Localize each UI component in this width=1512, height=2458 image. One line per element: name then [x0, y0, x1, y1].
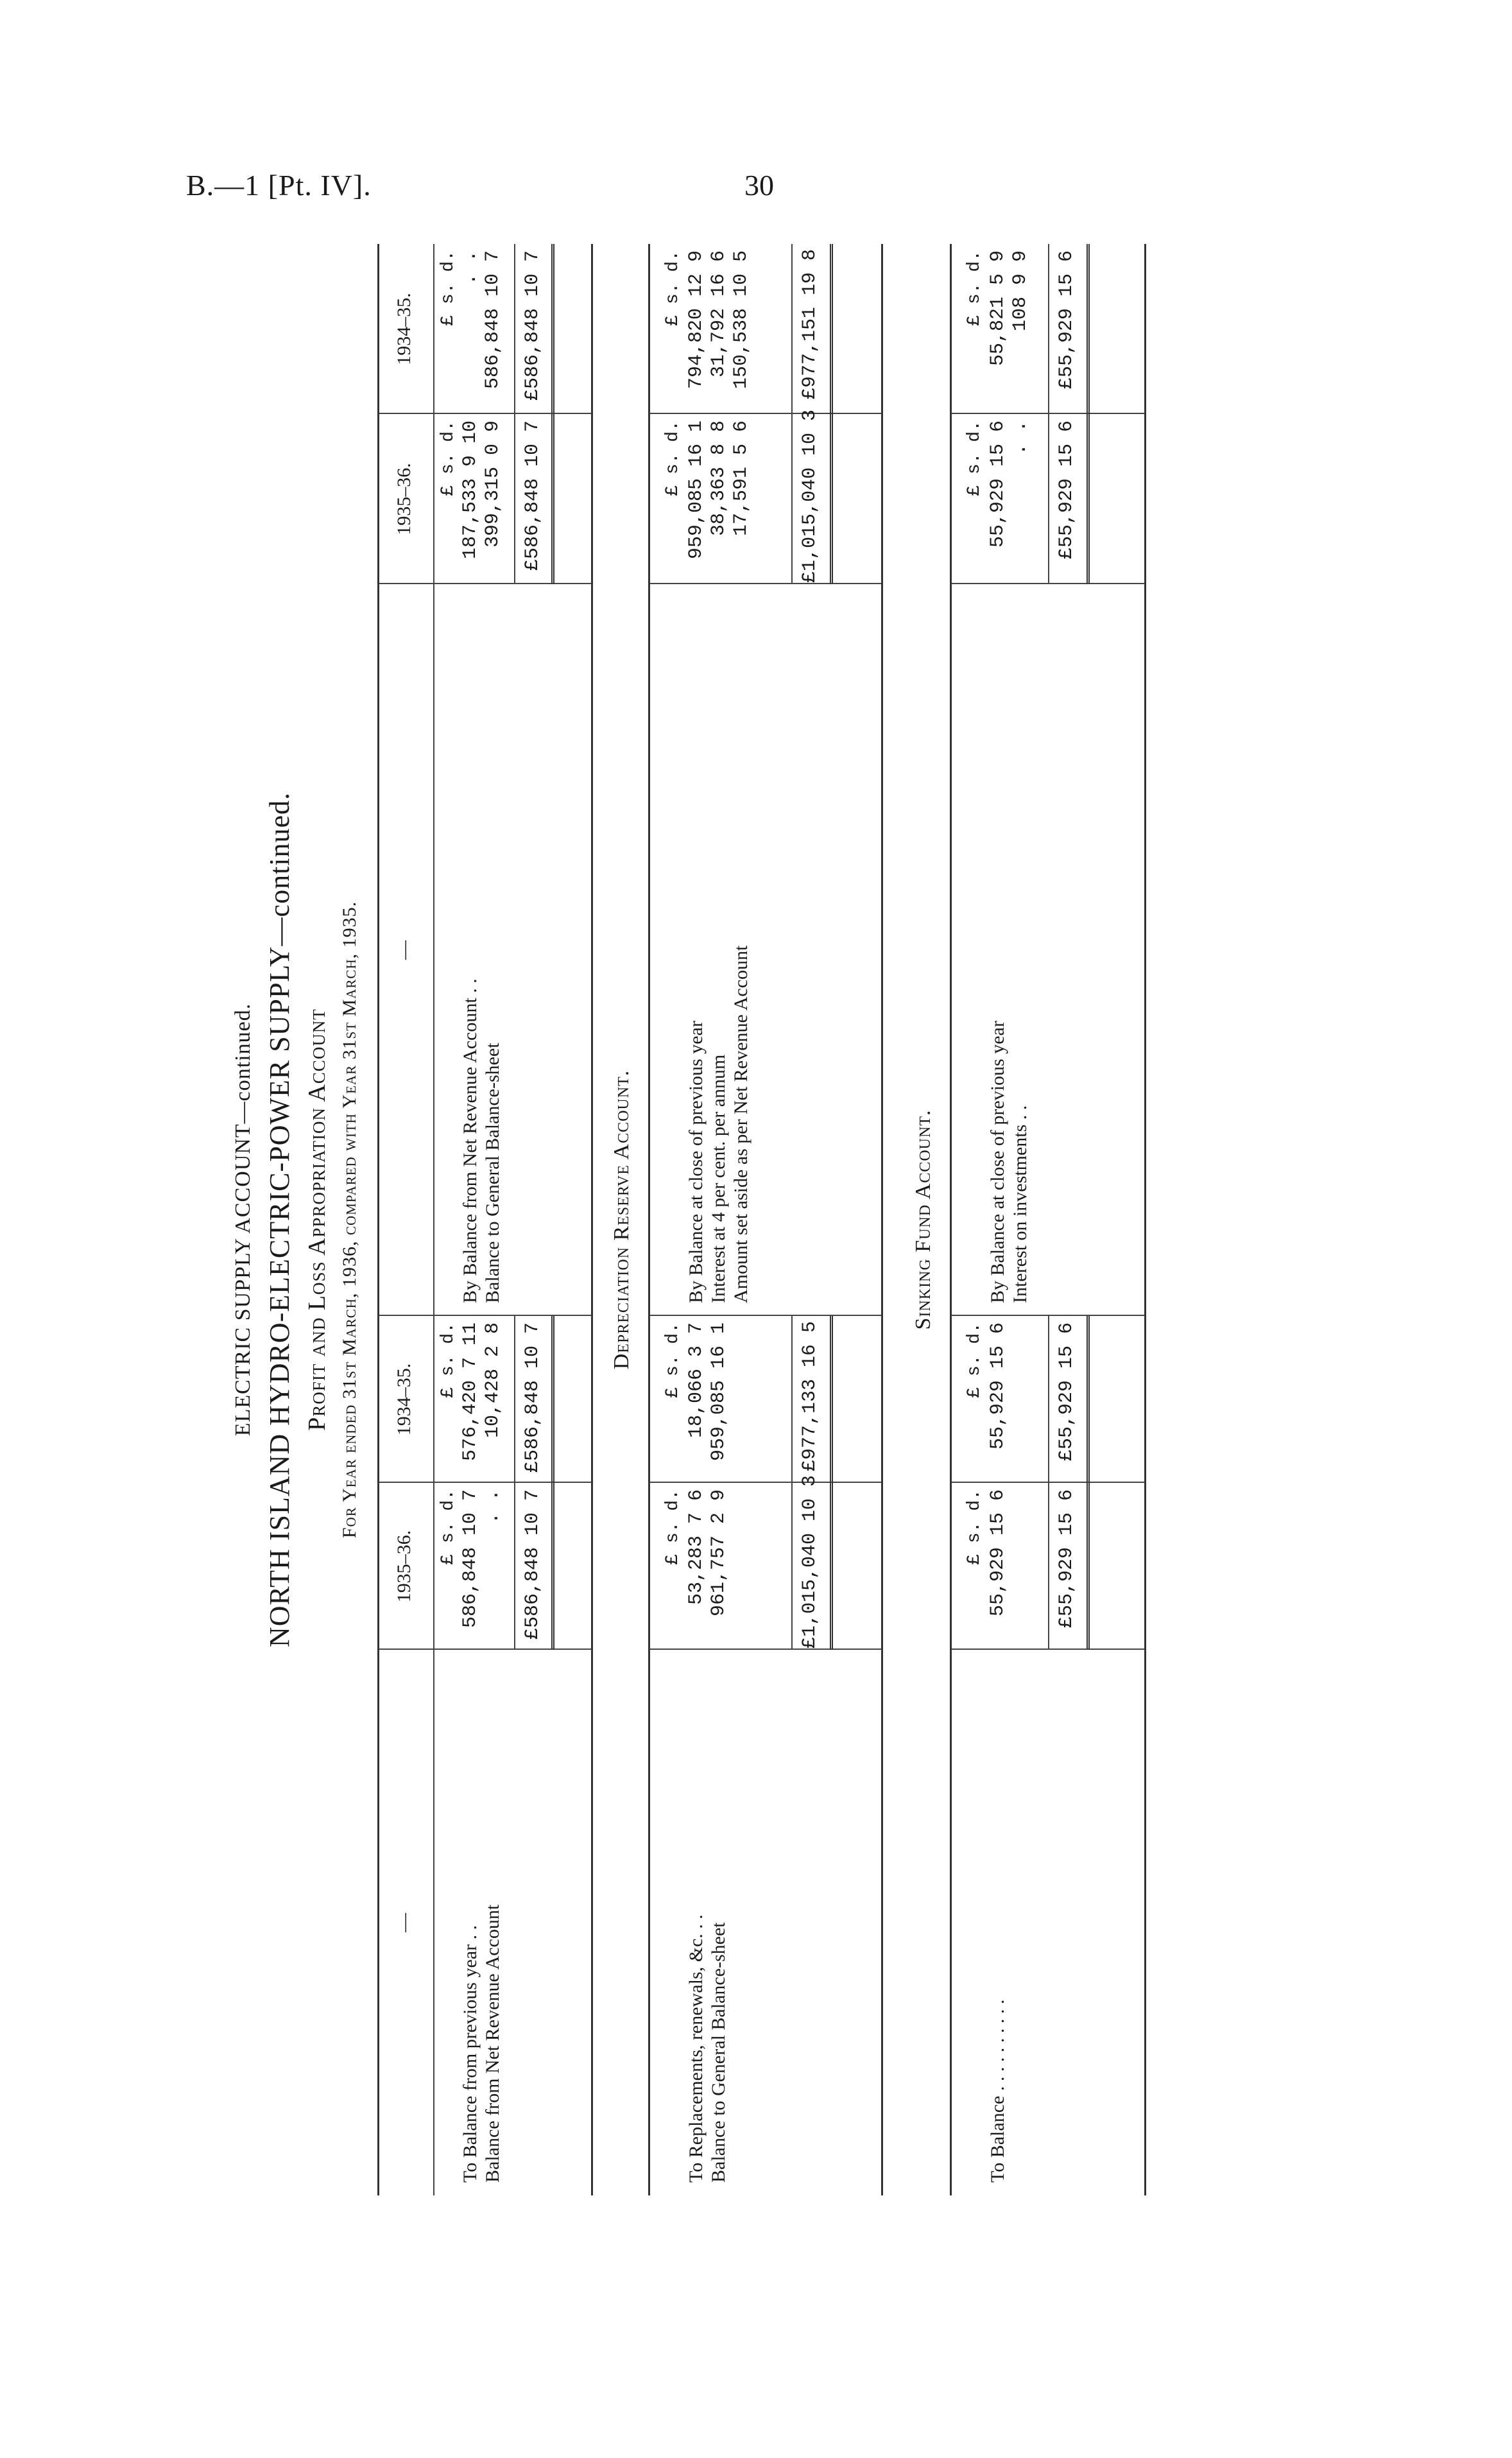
sink-credit-value: 55,821 5 9 [987, 250, 1009, 367]
pl-debit-value: 586,848 10 7 [460, 1489, 481, 1629]
dep-credit-value: 150,538 10 5 [730, 250, 752, 390]
pl-account-table [377, 244, 593, 2195]
units-label: £ s. d. [663, 1322, 683, 1398]
units-label: £ s. d. [438, 1489, 458, 1565]
sink-debit-label: To Balance . . . . . . . . . . [987, 1999, 1008, 2183]
sink-credit-total: £55,929 15 6 [1056, 420, 1078, 560]
pl-debit-blank-header: — [393, 1913, 415, 1932]
pl-debit-value: 576,420 7 11 [460, 1322, 481, 1462]
double-rule [830, 1316, 833, 1650]
sink-credit-value: 55,929 15 6 [987, 420, 1009, 548]
double-rule [1087, 244, 1090, 584]
double-rule [551, 1316, 554, 1650]
pl-credit-blank-header: — [393, 940, 415, 960]
units-label: £ s. d. [438, 1322, 458, 1398]
units-label: £ s. d. [965, 250, 984, 326]
units-label: £ s. d. [965, 420, 984, 496]
units-label: £ s. d. [438, 250, 458, 326]
title-year: For Year ended 31st March, 1936, compared with Year 31st March, 1935. [339, 901, 360, 1539]
page-header [186, 168, 1290, 213]
pl-debit-label: To Balance from previous year . . [460, 1925, 481, 2183]
pl-credit-1935-header: 1934–35. [393, 293, 415, 365]
title-electric-supply: ELECTRIC SUPPLY ACCOUNT—continued. [231, 1003, 255, 1437]
pl-debit-1935-header: 1934–35. [393, 1363, 415, 1436]
divider [650, 1649, 881, 1650]
title-north-island: NORTH ISLAND HYDRO-ELECTRIC-POWER SUPPLY—continued. [264, 792, 295, 1648]
dep-debit-label: Balance to General Balance-sheet [708, 1922, 729, 2183]
pl-credit-total: £586,848 10 7 [522, 250, 544, 401]
units-label: £ s. d. [965, 1489, 984, 1565]
document-reference: B.—1 [Pt. IV]. [186, 169, 372, 202]
dep-credit-value: 31,792 16 6 [708, 250, 730, 378]
divider [379, 413, 591, 414]
dep-credit-value: 794,820 12 9 [685, 250, 707, 390]
pl-credit-total: £586,848 10 7 [522, 420, 544, 571]
pl-debit-total: £586,848 10 7 [522, 1322, 544, 1473]
divider [379, 1649, 591, 1650]
pl-debit-value: . . [482, 1489, 504, 1525]
divider [379, 1315, 591, 1316]
total-rule [791, 1316, 793, 1650]
double-rule [830, 244, 833, 584]
pl-credit-value: 399,315 0 9 [482, 420, 504, 548]
sink-debit-total: £55,929 15 6 [1056, 1489, 1078, 1629]
dep-credit-value: 959,085 16 1 [685, 420, 707, 560]
dep-credit-label: Amount set aside as per Net Revenue Account [730, 945, 752, 1303]
pl-debit-total: £586,848 10 7 [522, 1489, 544, 1640]
pl-credit-label: By Balance from Net Revenue Account . . [460, 978, 481, 1303]
sink-debit-value: 55,929 15 6 [987, 1489, 1009, 1617]
units-label: £ s. d. [438, 420, 458, 496]
sink-credit-total: £55,929 15 6 [1056, 250, 1078, 390]
total-rule [1048, 1316, 1049, 1650]
total-rule [1048, 244, 1049, 584]
dep-credit-value: 38,363 8 8 [708, 420, 730, 537]
dep-debit-value: 961,757 2 9 [708, 1489, 730, 1617]
dep-credit-value: 17,591 5 6 [730, 420, 752, 537]
dep-credit-total: £1,015,040 10 3 [799, 409, 821, 583]
pl-debit-1936-header: 1935–36. [393, 1530, 415, 1603]
pl-credit-label: Balance to General Balance-sheet [482, 1043, 503, 1303]
divider [650, 583, 881, 584]
sink-credit-value: 108 9 9 [1009, 250, 1031, 332]
total-rule [514, 244, 515, 584]
pl-credit-1936-header: 1935–36. [393, 463, 415, 535]
pl-header-row [379, 244, 434, 2195]
sink-title: Sinking Fund Account. [911, 1109, 935, 1330]
pl-credit-value: . . [460, 250, 481, 286]
pl-credit-value: 586,848 10 7 [482, 250, 504, 390]
dep-title: Depreciation Reserve Account. [610, 1069, 633, 1370]
dep-credit-label: Interest at 4 per cent. per annum [708, 1054, 729, 1303]
double-rule [1087, 1316, 1090, 1650]
pl-credit-value: 187,533 9 10 [460, 420, 481, 560]
divider [650, 1482, 881, 1483]
total-rule [791, 244, 793, 584]
total-rule [514, 1316, 515, 1650]
units-label: £ s. d. [663, 250, 683, 326]
units-label: £ s. d. [965, 1322, 984, 1398]
divider [650, 1315, 881, 1316]
sink-credit-value: . . [1009, 420, 1031, 456]
sink-debit-total: £55,929 15 6 [1056, 1322, 1078, 1462]
units-label: £ s. d. [663, 1489, 683, 1565]
double-rule [551, 244, 554, 584]
dep-credit-label: By Balance at close of previous year [685, 1021, 707, 1303]
pl-debit-label: Balance from Net Revenue Account [482, 1904, 503, 2183]
sink-account-table [950, 244, 1146, 2195]
dep-debit-value: 959,085 16 1 [708, 1322, 730, 1462]
sink-credit-label: Interest on investments . . [1009, 1105, 1031, 1303]
page-number: 30 [744, 169, 774, 202]
dep-debit-value: 53,283 7 6 [685, 1489, 707, 1605]
units-label: £ s. d. [663, 420, 683, 496]
dep-debit-total: £977,133 16 5 [799, 1321, 821, 1472]
dep-debit-label: To Replacements, renewals, &c. . . [685, 1914, 707, 2183]
sink-debit-value: 55,929 15 6 [987, 1322, 1009, 1450]
pl-debit-value: 10,428 2 8 [482, 1322, 504, 1439]
dep-account-table [648, 244, 883, 2195]
sink-credit-label: By Balance at close of previous year [987, 1021, 1008, 1303]
divider [379, 1482, 591, 1483]
divider [650, 413, 881, 414]
divider [379, 583, 591, 584]
dep-credit-total: £977,151 19 8 [799, 249, 821, 400]
rotated-accounts [231, 218, 1271, 2221]
dep-debit-total: £1,015,040 10 3 [799, 1475, 821, 1649]
dep-debit-value: 18,066 3 7 [685, 1322, 707, 1439]
title-profit-loss: Profit and Loss Appropriation Account [304, 1008, 331, 1431]
